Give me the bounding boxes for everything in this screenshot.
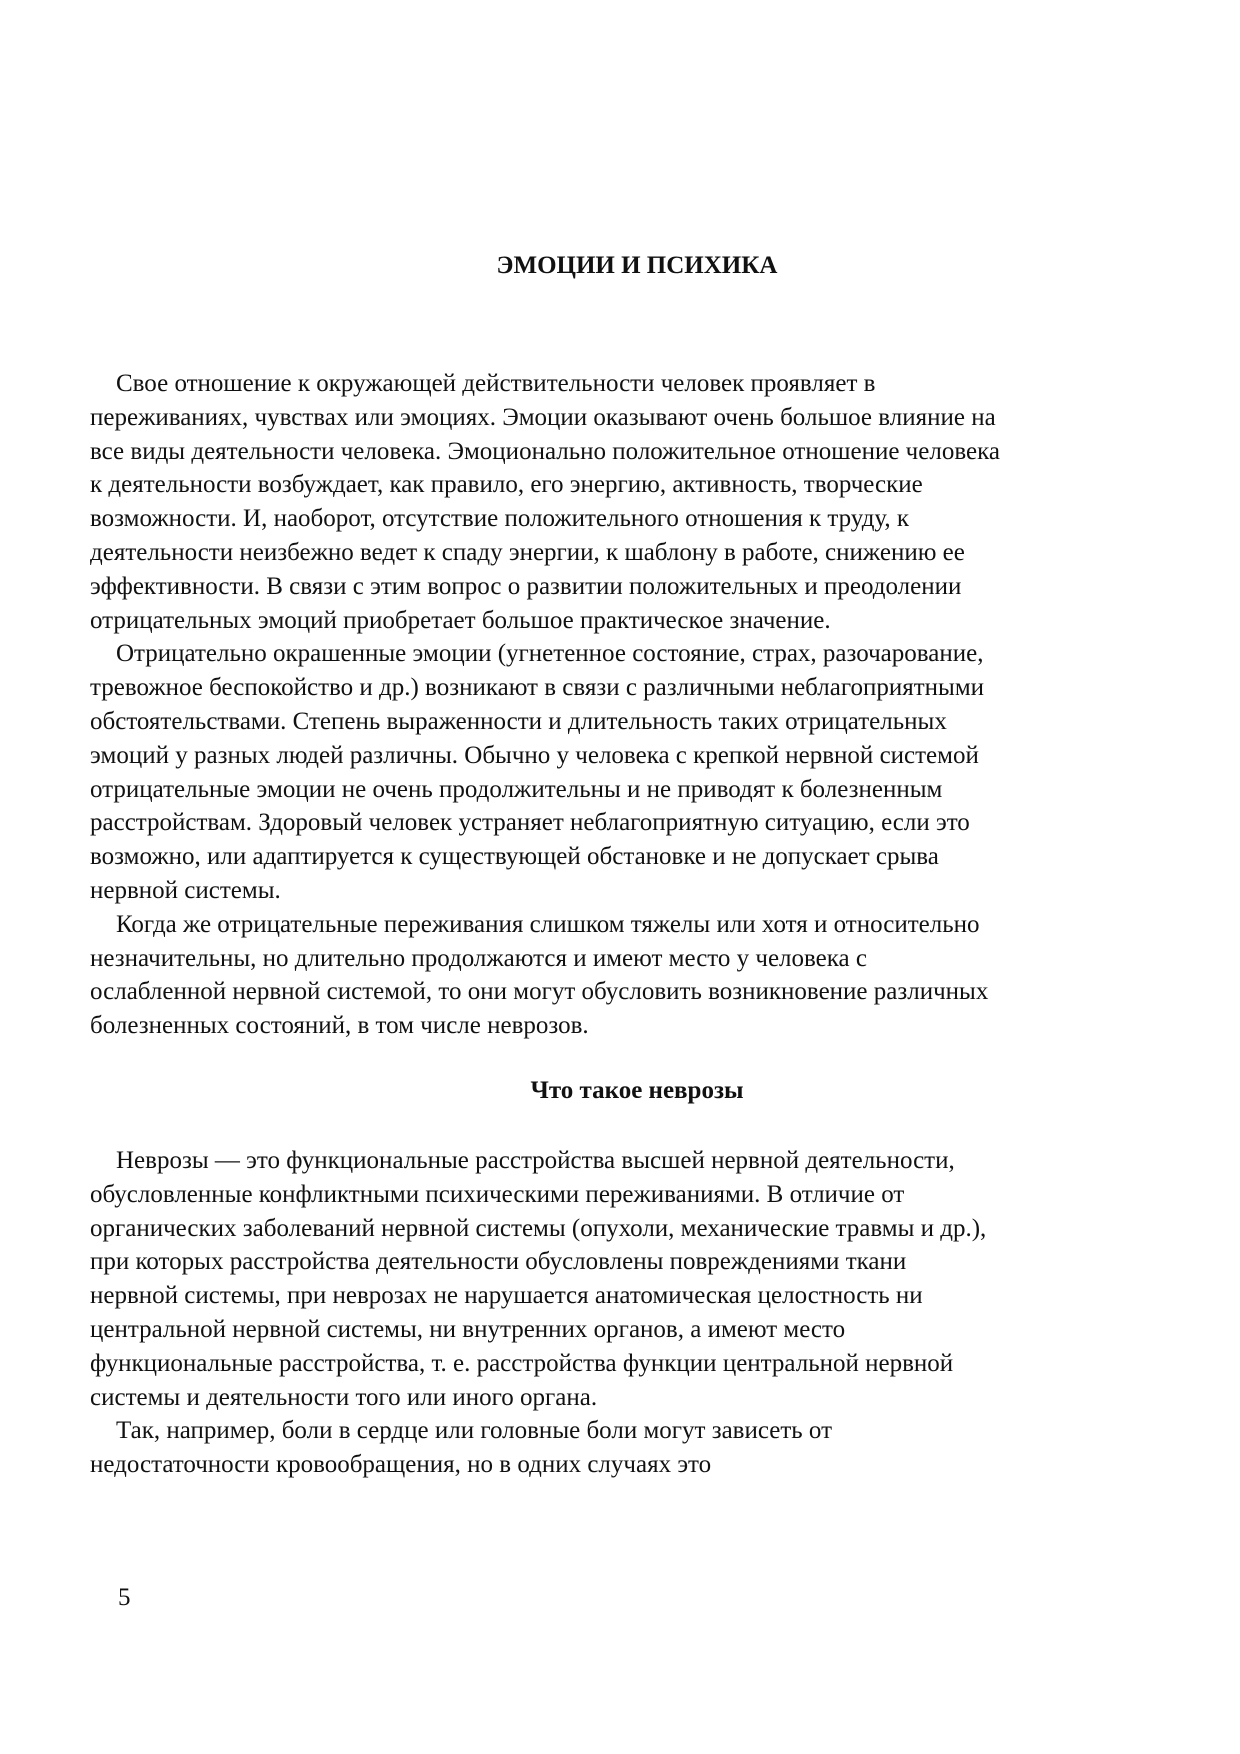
text-line: нервной системы. <box>90 876 281 904</box>
section-neuroses-body <box>90 1144 1190 1482</box>
text-line: центральной нервной системы, ни внутренних органов, а имеют место <box>90 1315 846 1343</box>
text-line: Неврозы — это функциональные расстройства высшей нервной деятельности, <box>116 1147 955 1174</box>
section-heading: Что такое неврозы <box>530 1077 744 1104</box>
text-line: деятельности неизбежно ведет к спаду энергии, к шаблону в работе, снижению ее <box>90 538 965 566</box>
text-line: отрицательных эмоций приобретает большое практическое значение. <box>90 606 831 634</box>
text-line: при которых расстройства деятельности обусловлены повреждениями ткани <box>90 1248 907 1276</box>
text-line: болезненных состояний, в том числе неврозов. <box>90 1012 589 1040</box>
text-line: переживаниях, чувствах или эмоциях. Эмоции оказывают очень большое влияние на <box>90 403 996 431</box>
text-line: к деятельности возбуждает, как правило, его энергию, активность, творческие <box>90 471 923 499</box>
text-line: расстройствам. Здоровый человек устраняет неблагоприятную ситуацию, если это <box>90 809 970 837</box>
text-line: обстоятельствами. Степень выраженности и длительность таких отрицательных <box>90 707 947 735</box>
paragraph <box>90 637 1190 907</box>
page-title: ЭМОЦИИ И ПСИХИКА <box>496 252 778 279</box>
text-line: нервной системы, при неврозах не нарушается анатомическая целостность ни <box>90 1282 923 1310</box>
paragraph <box>90 367 1190 637</box>
text-line: эффективности. В связи с этим вопрос о развитии положительных и преодолении <box>90 572 962 600</box>
text-line: незначительны, но длительно продолжаются и имеют место у человека с <box>90 944 867 972</box>
text-line: возможно, или адаптируется к существующей обстановке и не допускает срыва <box>90 843 939 871</box>
text-line: Так, например, боли в сердце или головные боли могут зависеть от <box>116 1417 833 1445</box>
text-line: Отрицательно окрашенные эмоции (угнетенное состояние, страх, разочарование, <box>116 640 984 668</box>
text-line: системы и деятельности того или иного органа. <box>90 1383 598 1411</box>
text-line: тревожное беспокойство и др.) возникают в связи с различными неблагоприятными <box>90 674 985 702</box>
text-line: недостаточности кровообращения, но в одних случаях это <box>90 1451 712 1479</box>
text-line: Когда же отрицательные переживания слишком тяжелы или хотя и относительно <box>116 910 980 938</box>
paragraph <box>90 908 1190 1043</box>
text-line: эмоций у разных людей различны. Обычно у человека с крепкой нервной системой <box>90 741 979 769</box>
paragraph <box>90 1414 1190 1482</box>
section-emotions-body <box>90 367 1190 1043</box>
text-line: все виды деятельности человека. Эмоционально положительное отношение человека <box>90 437 1000 465</box>
text-line: обусловленные конфликтными психическими переживаниями. В отличие от <box>90 1180 905 1208</box>
text-line: функциональные расстройства, т. е. расстройства функции центральной нервной <box>90 1349 954 1377</box>
text-line: отрицательные эмоции не очень продолжительны и не приводят к болезненным <box>90 775 943 803</box>
paragraph <box>90 1144 1190 1414</box>
text-line: возможности. И, наоборот, отсутствие положительного отношения к труду, к <box>90 505 910 533</box>
text-line: ослабленной нервной системой, то они могут обусловить возникновение различных <box>90 978 989 1006</box>
text-line: Свое отношение к окружающей действительности человек проявляет в <box>116 370 876 397</box>
page-number: 5 <box>118 1584 131 1611</box>
text-line: органических заболеваний нервной системы (опухоли, механические травмы и др.), <box>90 1214 987 1242</box>
